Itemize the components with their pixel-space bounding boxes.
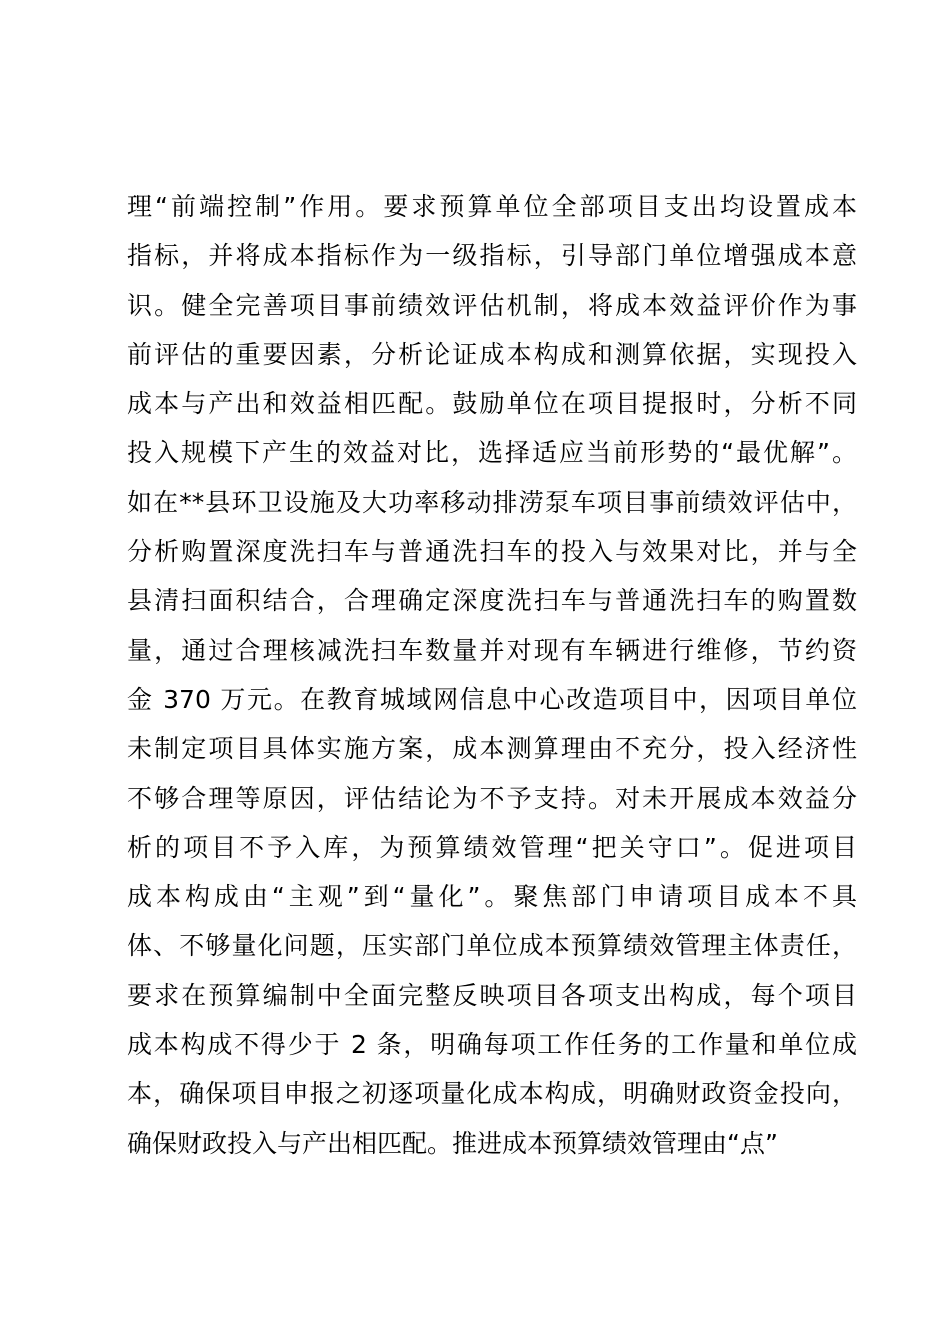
- text-line: 成本与产出和效益相匹配。鼓励单位在项目提报时，分析不同: [127, 389, 857, 419]
- text-line: 本，确保项目申报之初逐项量化成本构成，明确财政资金投向，: [127, 1079, 857, 1109]
- text-line: 体、不够量化问题，压实部门单位成本预算绩效管理主体责任，: [127, 931, 857, 961]
- text-line: 理“前端控制”作用。要求预算单位全部项目支出均设置成本: [127, 192, 857, 221]
- text-line: 如在**县环卫设施及大功率移动排涝泵车项目事前绩效评估中，: [127, 487, 857, 517]
- text-line: 要求在预算编制中全面完整反映项目各项支出构成，每个项目: [127, 980, 857, 1010]
- text-line: 县清扫面积结合，合理确定深度洗扫车与普通洗扫车的购置数: [127, 586, 857, 616]
- text-line: 成本构成由“主观”到“量化”。聚焦部门申请项目成本不具: [127, 882, 857, 912]
- text-line: 前评估的重要因素，分析论证成本构成和测算依据，实现投入: [127, 339, 857, 369]
- body-paragraph: [127, 182, 857, 1168]
- text-line: 金 370 万元。在教育城域网信息中心改造项目中，因项目单位: [127, 684, 857, 714]
- text-line: 分析购置深度洗扫车与普通洗扫车的投入与效果对比，并与全: [127, 537, 857, 567]
- text-line: 析的项目不予入库，为预算绩效管理“把关守口”。促进项目: [127, 832, 857, 862]
- text-line: 成本构成不得少于 2 条，明确每项工作任务的工作量和单位成: [127, 1030, 857, 1060]
- text-line: 量，通过合理核减洗扫车数量并对现有车辆进行维修，节约资: [127, 635, 857, 665]
- text-line: 投入规模下产生的效益对比，选择适应当前形势的“最优解”。: [127, 438, 857, 468]
- text-line: 未制定项目具体实施方案，成本测算理由不充分，投入经济性: [127, 734, 857, 764]
- text-line: 指标，并将成本指标作为一级指标，引导部门单位增强成本意: [127, 241, 857, 271]
- text-line: 确保财政投入与产出相匹配。推进成本预算绩效管理由“点”: [127, 1128, 778, 1158]
- text-line: 不够合理等原因，评估结论为不予支持。对未开展成本效益分: [127, 783, 857, 813]
- text-line: 识。健全完善项目事前绩效评估机制，将成本效益评价作为事: [127, 290, 857, 320]
